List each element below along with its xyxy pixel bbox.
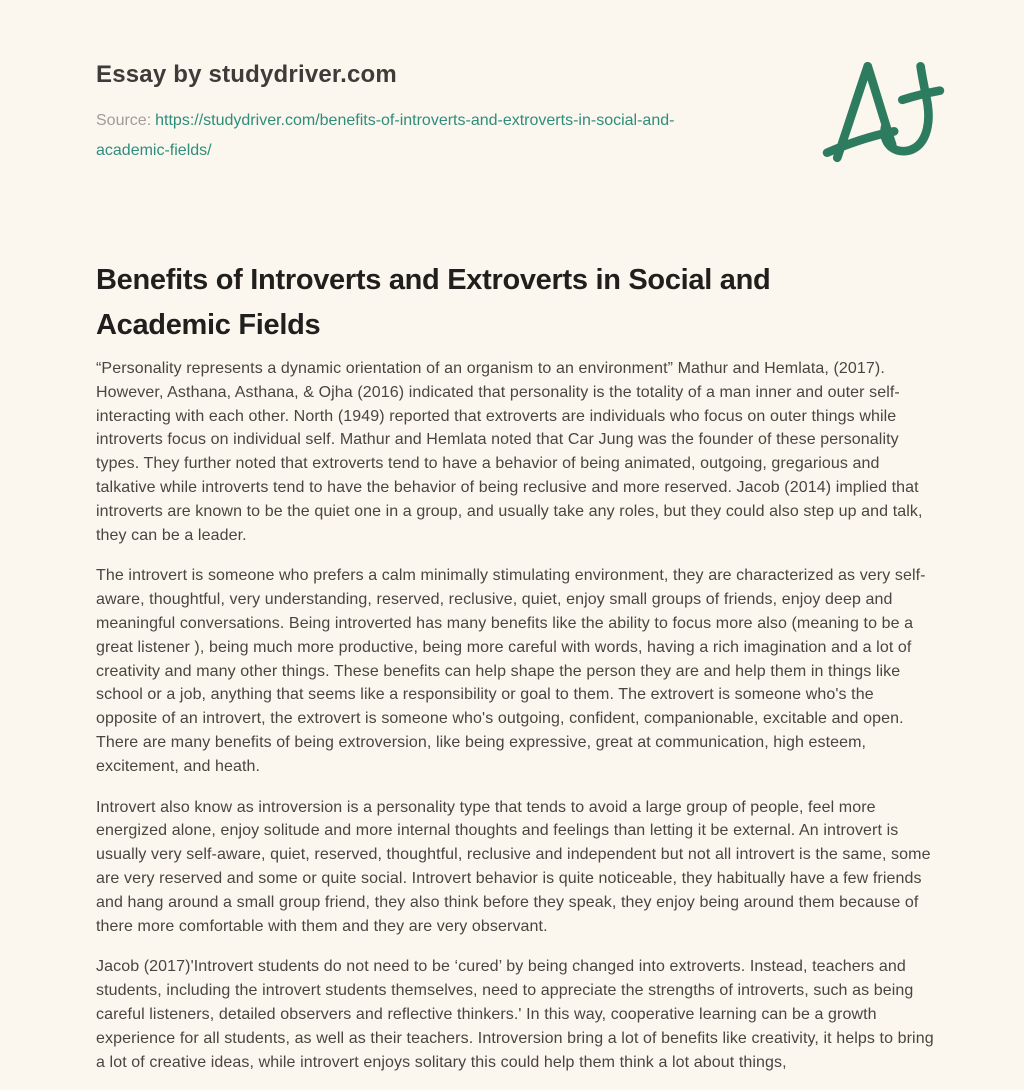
source-link[interactable]: https://studydriver.com/benefits-of-introverts-and-extroverts-in-social-and-academic-fields/ bbox=[96, 112, 675, 159]
essay-paragraph-1: “Personality represents a dynamic orientation of an organism to an environment” Mathur and Hemlata, (2017). However, Asthana, Asthana, & Ojha (2016) indicated that personality is the totality of a man inner and outer self-interacting with each other. North (1949) reported that extroverts are individuals who focus on outer things while introverts focus on individual self. Mathur and Hemlata noted that Car Jung was the founder of these personality types. They further noted that extroverts tend to have a behavior of being animated, outgoing, gregarious and talkative while introverts tend to have the behavior of being reclusive and more reserved. Jacob (2014) implied that introverts are known to be the quiet one in a group, and usually take any roles, but they could also step up and talk, they can be a leader. bbox=[96, 360, 923, 544]
studydriver-a-plus-logo-icon bbox=[822, 54, 946, 168]
essay-paragraph-2: The introvert is someone who prefers a calm minimally stimulating environment, they are characterized as very self-aware, thoughtful, very understanding, reserved, reclusive, quiet, enjoy small groups of friends, enjoy deep and meaningful conversations. Being introverted has many benefits like the ability to focus more also (meaning to be a great listener ), being much more productive, being more careful with words, having a rich imagination and a lot of creativity and many other things. These benefits can help shape the person they are and help them in things like school or a job, anything that seems like a responsibility or goal to them. The extrovert is someone who's the opposite of an introvert, the extrovert is someone who's outgoing, confident, companionable, excitable and open. There are many benefits of being extroversion, like being expressive, great at communication, high esteem, excitement, and heath. bbox=[96, 567, 926, 775]
essay-paragraph-3: Introvert also know as introversion is a personality type that tends to avoid a large group of people, feel more energized alone, enjoy solitude and more internal thoughts and feelings than letting it be external. An introvert is usually very self-aware, quiet, reserved, thoughtful, reclusive and independent but not all introvert is the same, some are very reserved and some or quite social. Introvert behavior is quite noticeable, they habitually have a few friends and hang around a small group friend, they also think before they speak, they enjoy being around them because of there more comfortable with them and they are very observant. bbox=[96, 798, 931, 935]
source-line bbox=[96, 106, 736, 166]
page-header bbox=[0, 0, 1024, 166]
site-heading: Essay by studydriver.com bbox=[96, 61, 397, 88]
essay-paragraph-4: Jacob (2017)'Introvert students do not need to be ‘cured’ by being changed into extroverts. Instead, teachers and students, including the introvert students themselves, need to appreciate the strengths of introverts, such as being careful listeners, detailed observers and reflective thinkers.' In this way, cooperative learning can be a growth experience for all students, as well as their teachers. Introversion bring a lot of benefits like creativity, it helps to bring a lot of creative ideas, while introvert enjoys solitary this could help them think a lot about things, bbox=[96, 958, 934, 1071]
source-label: Source: bbox=[96, 112, 152, 129]
essay-content bbox=[0, 258, 1024, 1074]
essay-title: Benefits of Introverts and Extroverts in Social and Academic Fields bbox=[96, 264, 771, 341]
